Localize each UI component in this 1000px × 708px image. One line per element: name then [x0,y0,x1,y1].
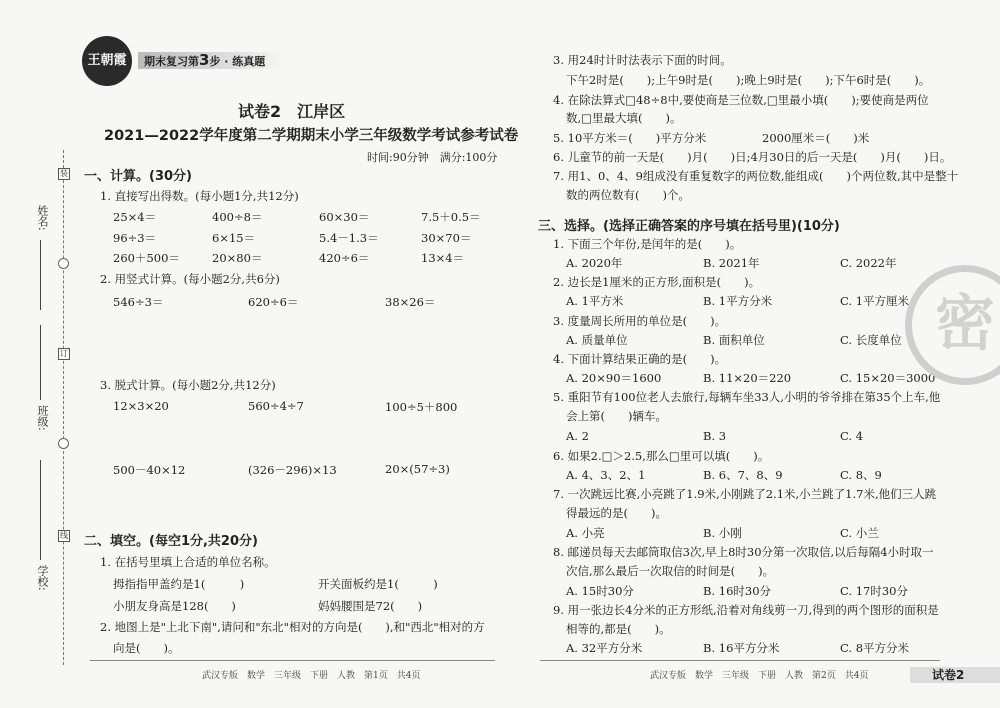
choice-q6: 6. 如果2.□＞2.5,那么□里可以填( )。 [553,449,770,463]
calc-item: 30×70＝ [421,231,472,245]
calc-item: 96÷3＝ [113,231,157,245]
section-choice-title: 三、选择。(选择正确答案的序号填在括号里)(10分) [538,219,840,234]
fill-q1-a: 拇指指甲盖约是1( ) [113,577,245,591]
calc-item: 6×15＝ [212,231,256,245]
brand-logo: 王朝霞 [82,36,132,86]
fill-q5-a: 5. 10平方米＝( )平方分米 [553,131,707,145]
footer-right: 武汉专版 数学 三年级 下册 人教 第2页 共4页 [650,671,869,681]
choice-q7-line1: 7. 一次跳远比赛,小亮跳了1.9米,小刚跳了2.1米,小兰跳了1.7米,他们三人跳 [553,487,937,501]
banner-suffix: 步 · 练真题 [209,55,266,68]
choice-q1: 1. 下面三个年份,是闰年的是( )。 [553,237,742,251]
option-b: B. 6、7、8、9 [703,468,783,482]
calc-item: 20×80＝ [212,251,263,265]
fill-q6: 6. 儿童节的前一天是( )月( )日;4月30日的后一天是( )月( )日。 [553,150,952,164]
calc-item: 5.4－1.3＝ [319,231,379,245]
option-a: A. 4、3、2、1 [566,468,646,482]
option-b: B. 小刚 [703,526,742,540]
option-c: C. 长度单位 [840,333,902,347]
option-a: A. 2 [566,429,589,443]
fill-q2-line1: 2. 地图上是"上北下南",请问和"东北"相对的方向是( ),和"西北"相对的方 [100,620,485,634]
binding-mark-1: 装 [60,169,68,178]
calc-item: 38×26＝ [385,295,436,309]
binding-circle-1 [58,258,69,269]
option-c: C. 1平方厘米 [840,294,910,308]
time-score-info: 时间:90分钟 满分:100分 [367,151,498,164]
name-blank [40,240,41,310]
calc-item: (326－296)×13 [248,463,337,477]
choice-q5-line1: 5. 重阳节有100位老人去旅行,每辆车坐33人,小明的爷爷排在第35个上车,他 [553,390,941,404]
option-b: B. 11×20＝220 [703,371,792,385]
fill-q3-body: 下午2时是( );上午9时是( );晚上9时是( );下午6时是( )。 [566,73,931,87]
fill-q1-c: 小朋友身高是128( ) [113,599,236,613]
q1-direct: 1. 直接写出得数。(每小题1分,共12分) [100,189,299,203]
binding-mark-2: 订 [60,349,68,358]
option-a: A. 质量单位 [566,333,628,347]
calc-item: 260＋500＝ [113,251,180,265]
fill-q1: 1. 在括号里填上合适的单位名称。 [100,555,276,569]
choice-q4: 4. 下面计算结果正确的是( )。 [553,352,727,366]
choice-q2: 2. 边长是1厘米的正方形,面积是( )。 [553,275,761,289]
calc-item: 500－40×12 [113,463,186,477]
choice-q9-line2: 相等的,都是( )。 [566,622,671,636]
fill-q4-line2: 数,□里最大填( )。 [566,111,682,125]
fill-q7-line1: 7. 用1、0、4、9组成没有重复数字的两位数,能组成( )个两位数,其中是整十 [553,169,959,183]
option-b: B. 2021年 [703,256,760,270]
choice-q8-line2: 次信,那么最后一次取信的时间是( )。 [566,564,775,578]
option-c: C. 17时30分 [840,584,908,598]
choice-q5-line2: 会上第( )辆车。 [566,409,667,423]
option-c: C. 8平方分米 [840,641,910,655]
footer-rule-right [540,660,940,661]
binding-circle-2 [58,438,69,449]
option-b: B. 面积单位 [703,333,765,347]
fill-q7-line2: 数的两位数有( )个。 [566,188,690,202]
option-a: A. 15时30分 [566,584,634,598]
choice-q9-line1: 9. 用一张边长4分米的正方形纸,沿着对角线剪一刀,得到的两个图形的面积是 [553,603,939,617]
paper-title: 试卷2 江岸区 [238,102,346,121]
option-a: A. 20×90＝1600 [566,371,662,385]
footer-left: 武汉专版 数学 三年级 下册 人教 第1页 共4页 [202,671,421,681]
option-b: B. 16时30分 [703,584,772,598]
paper-tag: 试卷2 [910,667,1000,683]
binding-margin [0,0,78,708]
calc-item: 620÷6＝ [248,295,299,309]
option-a: A. 32平方分米 [566,641,643,655]
option-c: C. 15×20＝3000 [840,371,936,385]
class-label: 班级: [36,405,49,431]
q3-stepwise: 3. 脱式计算。(每小题2分,共12分) [100,378,276,392]
calc-item: 400÷8＝ [212,210,263,224]
calc-item: 25×4＝ [113,210,157,224]
option-b: B. 1平方分米 [703,294,773,308]
option-a: A. 小亮 [566,526,605,540]
name-label: 姓名: [36,205,49,231]
section-calc-title: 一、计算。(30分) [84,169,192,184]
section-fill-title: 二、填空。(每空1分,共20分) [84,534,258,549]
calc-item: 13×4＝ [421,251,465,265]
exam-title: 2021—2022学年度第二学期期末小学三年级数学考试参考试卷 [104,128,519,144]
fill-q4-line1: 4. 在除法算式□48÷8中,要使商是三位数,□里最小填( );要使商是两位 [553,93,929,107]
fill-q2-line2: 向是( )。 [113,641,180,655]
option-c: C. 2022年 [840,256,897,270]
calc-item: 60×30＝ [319,210,370,224]
option-c: C. 8、9 [840,468,882,482]
banner-prefix: 期末复习第 [144,55,199,68]
q2-vertical: 2. 用竖式计算。(每小题2分,共6分) [100,272,280,286]
banner-step: 3 [199,51,210,69]
calc-item: 20×(57÷3) [385,462,450,476]
calc-item: 100÷5＋800 [385,400,458,414]
option-c: C. 4 [840,429,864,443]
option-c: C. 小兰 [840,526,879,540]
binding-mark-3: 线 [60,531,68,540]
confidential-watermark: 密 [905,265,1000,385]
binding-dashed-line [63,150,64,665]
option-b: B. 3 [703,429,727,443]
fill-q1-d: 妈妈腰围是72( ) [318,599,423,613]
class-blank [40,325,41,400]
review-banner [138,52,284,69]
calc-item: 560÷4÷7 [248,399,304,413]
calc-item: 420÷6＝ [319,251,370,265]
fill-q5-b: 2000厘米＝( )米 [762,131,870,145]
fill-q3: 3. 用24时计时法表示下面的时间。 [553,53,732,67]
school-blank [40,460,41,560]
choice-q8-line1: 8. 邮递员每天去邮筒取信3次,早上8时30分第一次取信,以后每隔4小时取一 [553,545,934,559]
option-a: A. 1平方米 [566,294,624,308]
option-b: B. 16平方分米 [703,641,780,655]
option-a: A. 2020年 [566,256,623,270]
calc-item: 546÷3＝ [113,295,164,309]
calc-item: 12×3×20 [113,399,169,413]
choice-q3: 3. 度量周长所用的单位是( )。 [553,314,727,328]
footer-rule-left [90,660,495,661]
school-label: 学校: [36,565,49,591]
fill-q1-b: 开关面板约是1( ) [318,577,438,591]
choice-q7-line2: 得最远的是( )。 [566,506,667,520]
calc-item: 7.5＋0.5＝ [421,210,481,224]
